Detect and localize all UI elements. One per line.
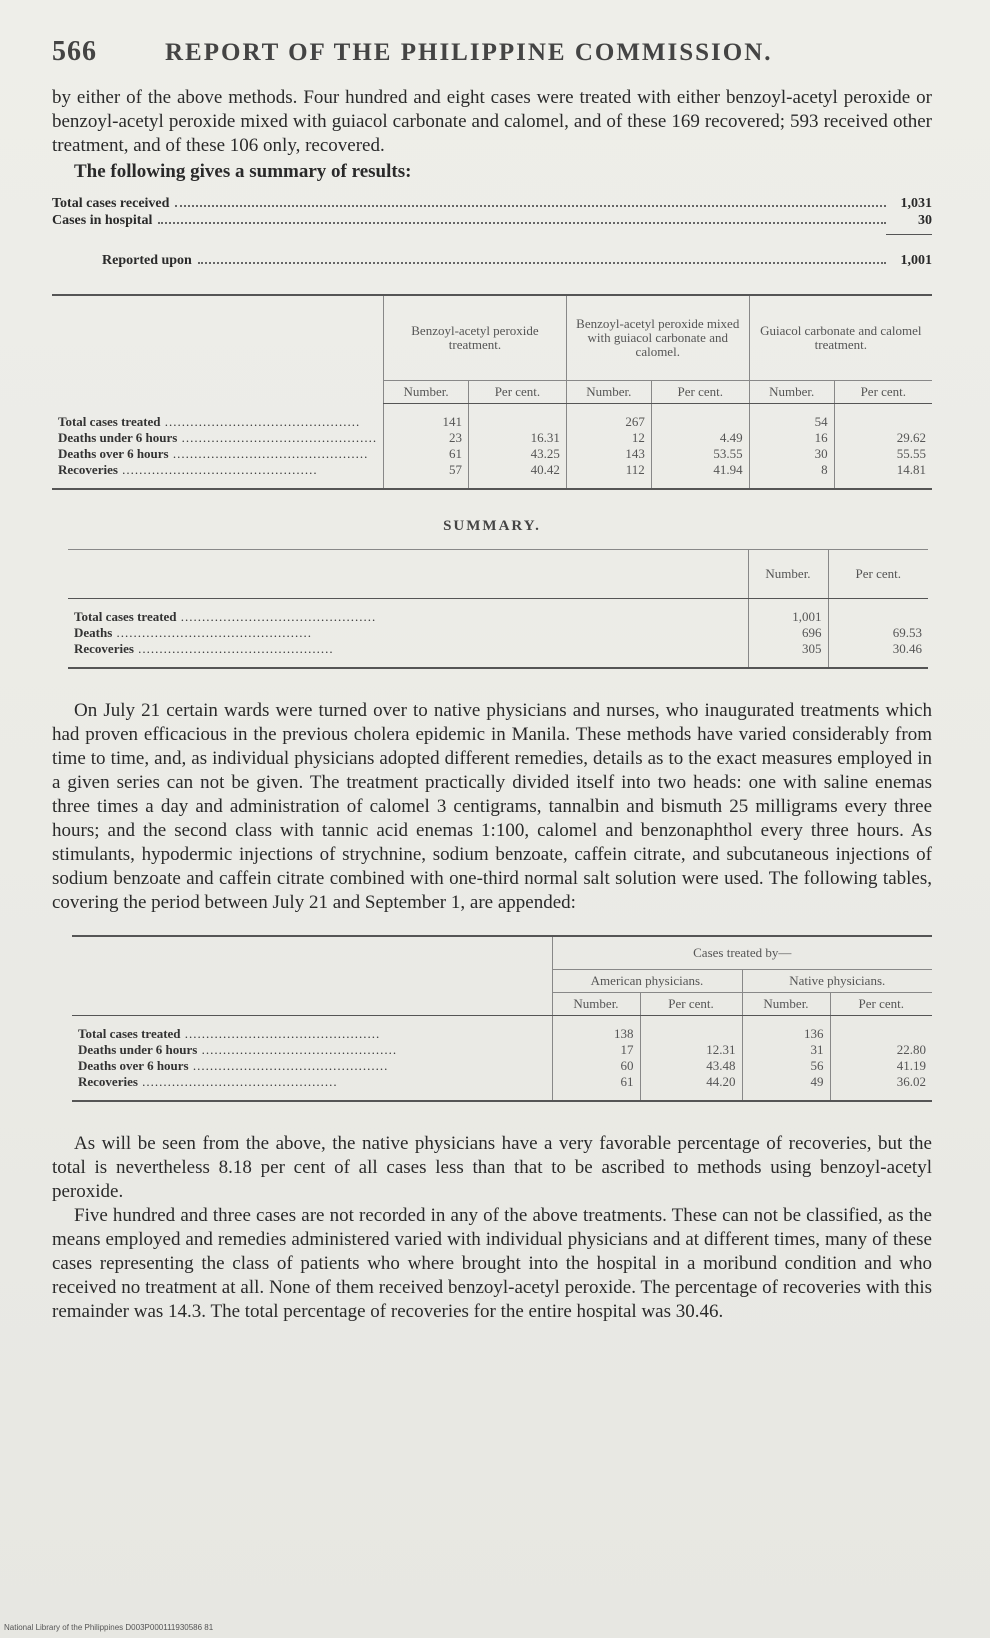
page-content bbox=[52, 36, 932, 1324]
summary-intro: The following gives a summary of results: bbox=[74, 161, 412, 182]
table-row: Deaths ..... 696 69.53 bbox=[68, 625, 928, 641]
table-row: Total cases treated ..... 1,001 bbox=[68, 599, 928, 626]
group-native: Native physicians. bbox=[742, 970, 932, 993]
paragraph-methods: by either of the above methods. Four hundred and eight cases were treated with either benzoyl-acetyl peroxide or benzoyl-acetyl peroxide mixed with guiacol carbonate and calomel, and of these 169 recovered; 593 received other treatment, and of these 106 only, recovered. bbox=[52, 87, 932, 156]
table-row: Deaths over 6 hours ..... 60 43.48 56 41.19 bbox=[72, 1058, 932, 1074]
total-rule bbox=[886, 234, 932, 235]
group-guiacol-calomel: Guiacol carbonate and calomel treatment. bbox=[749, 295, 932, 381]
group-benzoyl-guiacol: Benzoyl-acetyl peroxide mixed with guiacol carbonate and calomel. bbox=[566, 295, 749, 381]
paragraph-unclassified: Five hundred and three cases are not recorded in any of the above treatments. These can not be classified, as the means employed and remedies administered varied with individual physicians and at different times, many of these cases representing the class of patients who where brought into the hospital in a moribund condition and who received no treatment at all. None of them received benzoyl-acetyl peroxide. The percentage of recoveries with this remainder was 14.3. The total percentage of recoveries for the entire hospital was 30.46. bbox=[52, 1205, 932, 1322]
group-american: American physicians. bbox=[552, 970, 742, 993]
count-row-reported: Reported upon 1,001 bbox=[102, 253, 932, 268]
page-header bbox=[52, 36, 932, 68]
page-number: 566 bbox=[52, 36, 97, 67]
scan-footer: National Library of the Philippines D003P000111930586 81 bbox=[4, 1623, 214, 1632]
table-physicians: Cases treated by— American physicians. Native physicians. Number. Per cent. Number. Per cent. Total cases treated ..... 138 136 Deaths under 6 hours ..... 17 12.31 31 22.80 Deaths over 6 hours ..... 60 43.48 56 41.19 Recoveries ..... 61 44.20 49 36.02 bbox=[72, 935, 932, 1102]
count-row-received: Total cases received 1,031 bbox=[52, 196, 932, 211]
case-counts bbox=[52, 196, 932, 270]
table-row: Recoveries ..... 61 44.20 49 36.02 bbox=[72, 1074, 932, 1101]
paragraph-favorable: As will be seen from the above, the native physicians have a very favorable percentage of recoveries, but the total is nevertheless 8.18 per cent of all cases less than that to be ascribed to methods using benzoyl-acetyl peroxide. bbox=[52, 1133, 932, 1202]
table-row: Recoveries ..... 57 40.42 112 41.94 8 14.81 bbox=[52, 462, 932, 489]
table-treatments: Benzoyl-acetyl peroxide treatment. Benzoyl-acetyl peroxide mixed with guiacol carbonate and calomel. Guiacol carbonate and calomel treatment. Number. Per cent. Number. Per cent. Number. Per cent. Total cases treated ..... 141 267 54 Deaths under 6 hours ..... 23 16.31 12 4.49 16 29.62 Deaths over 6 hours ..... 61 43.25 143 53.55 30 55.55 Recoveries ..... 57 40.42 112 41.94 8 14.81 bbox=[52, 294, 932, 490]
table-row: Deaths under 6 hours ..... 23 16.31 12 4.49 16 29.62 bbox=[52, 430, 932, 446]
running-title: REPORT OF THE PHILIPPINE COMMISSION. bbox=[165, 39, 773, 66]
table-summary: Number. Per cent. Total cases treated ..... 1,001 Deaths ..... 696 69.53 Recoveries ..... 305 30.46 bbox=[68, 549, 928, 669]
table-row: Total cases treated ..... 138 136 bbox=[72, 1016, 932, 1043]
table-row: Recoveries ..... 305 30.46 bbox=[68, 641, 928, 668]
table-row: Deaths under 6 hours ..... 17 12.31 31 22.80 bbox=[72, 1042, 932, 1058]
super-head: Cases treated by— bbox=[552, 936, 932, 970]
count-row-in-hospital: Cases in hospital 30 bbox=[52, 213, 932, 228]
paragraph-native-physicians: On July 21 certain wards were turned over to native physicians and nurses, who inaugurated treatments which had proven efficacious in the previous cholera epidemic in Manila. These methods have varied considerably from time to time, and, as individual physicians adopted different remedies, details as to the exact measures employed in a given series can not be given. The treatment practically divided itself into two heads: one with saline enemas three times a day and administration of calomel 3 centigrams, tannalbin and bismuth 25 milligrams every three hours; and the second class with tannic acid enemas 1:100, calomel and benzonaphthol every three hours. As stimulants, hypodermic injections of strychnine, sodium benzoate, caffein citrate, and subcutaneous injections of sodium benzoate and caffein citrate combined with one-third normal salt solution were used. The following tables, covering the period between July 21 and September 1, are appended: bbox=[52, 700, 932, 913]
table-row: Deaths over 6 hours ..... 61 43.25 143 53.55 30 55.55 bbox=[52, 446, 932, 462]
group-benzoyl-acetyl: Benzoyl-acetyl peroxide treatment. bbox=[384, 295, 567, 381]
summary-title: SUMMARY. bbox=[443, 518, 541, 534]
table-row: Total cases treated ..... 141 267 54 bbox=[52, 404, 932, 431]
